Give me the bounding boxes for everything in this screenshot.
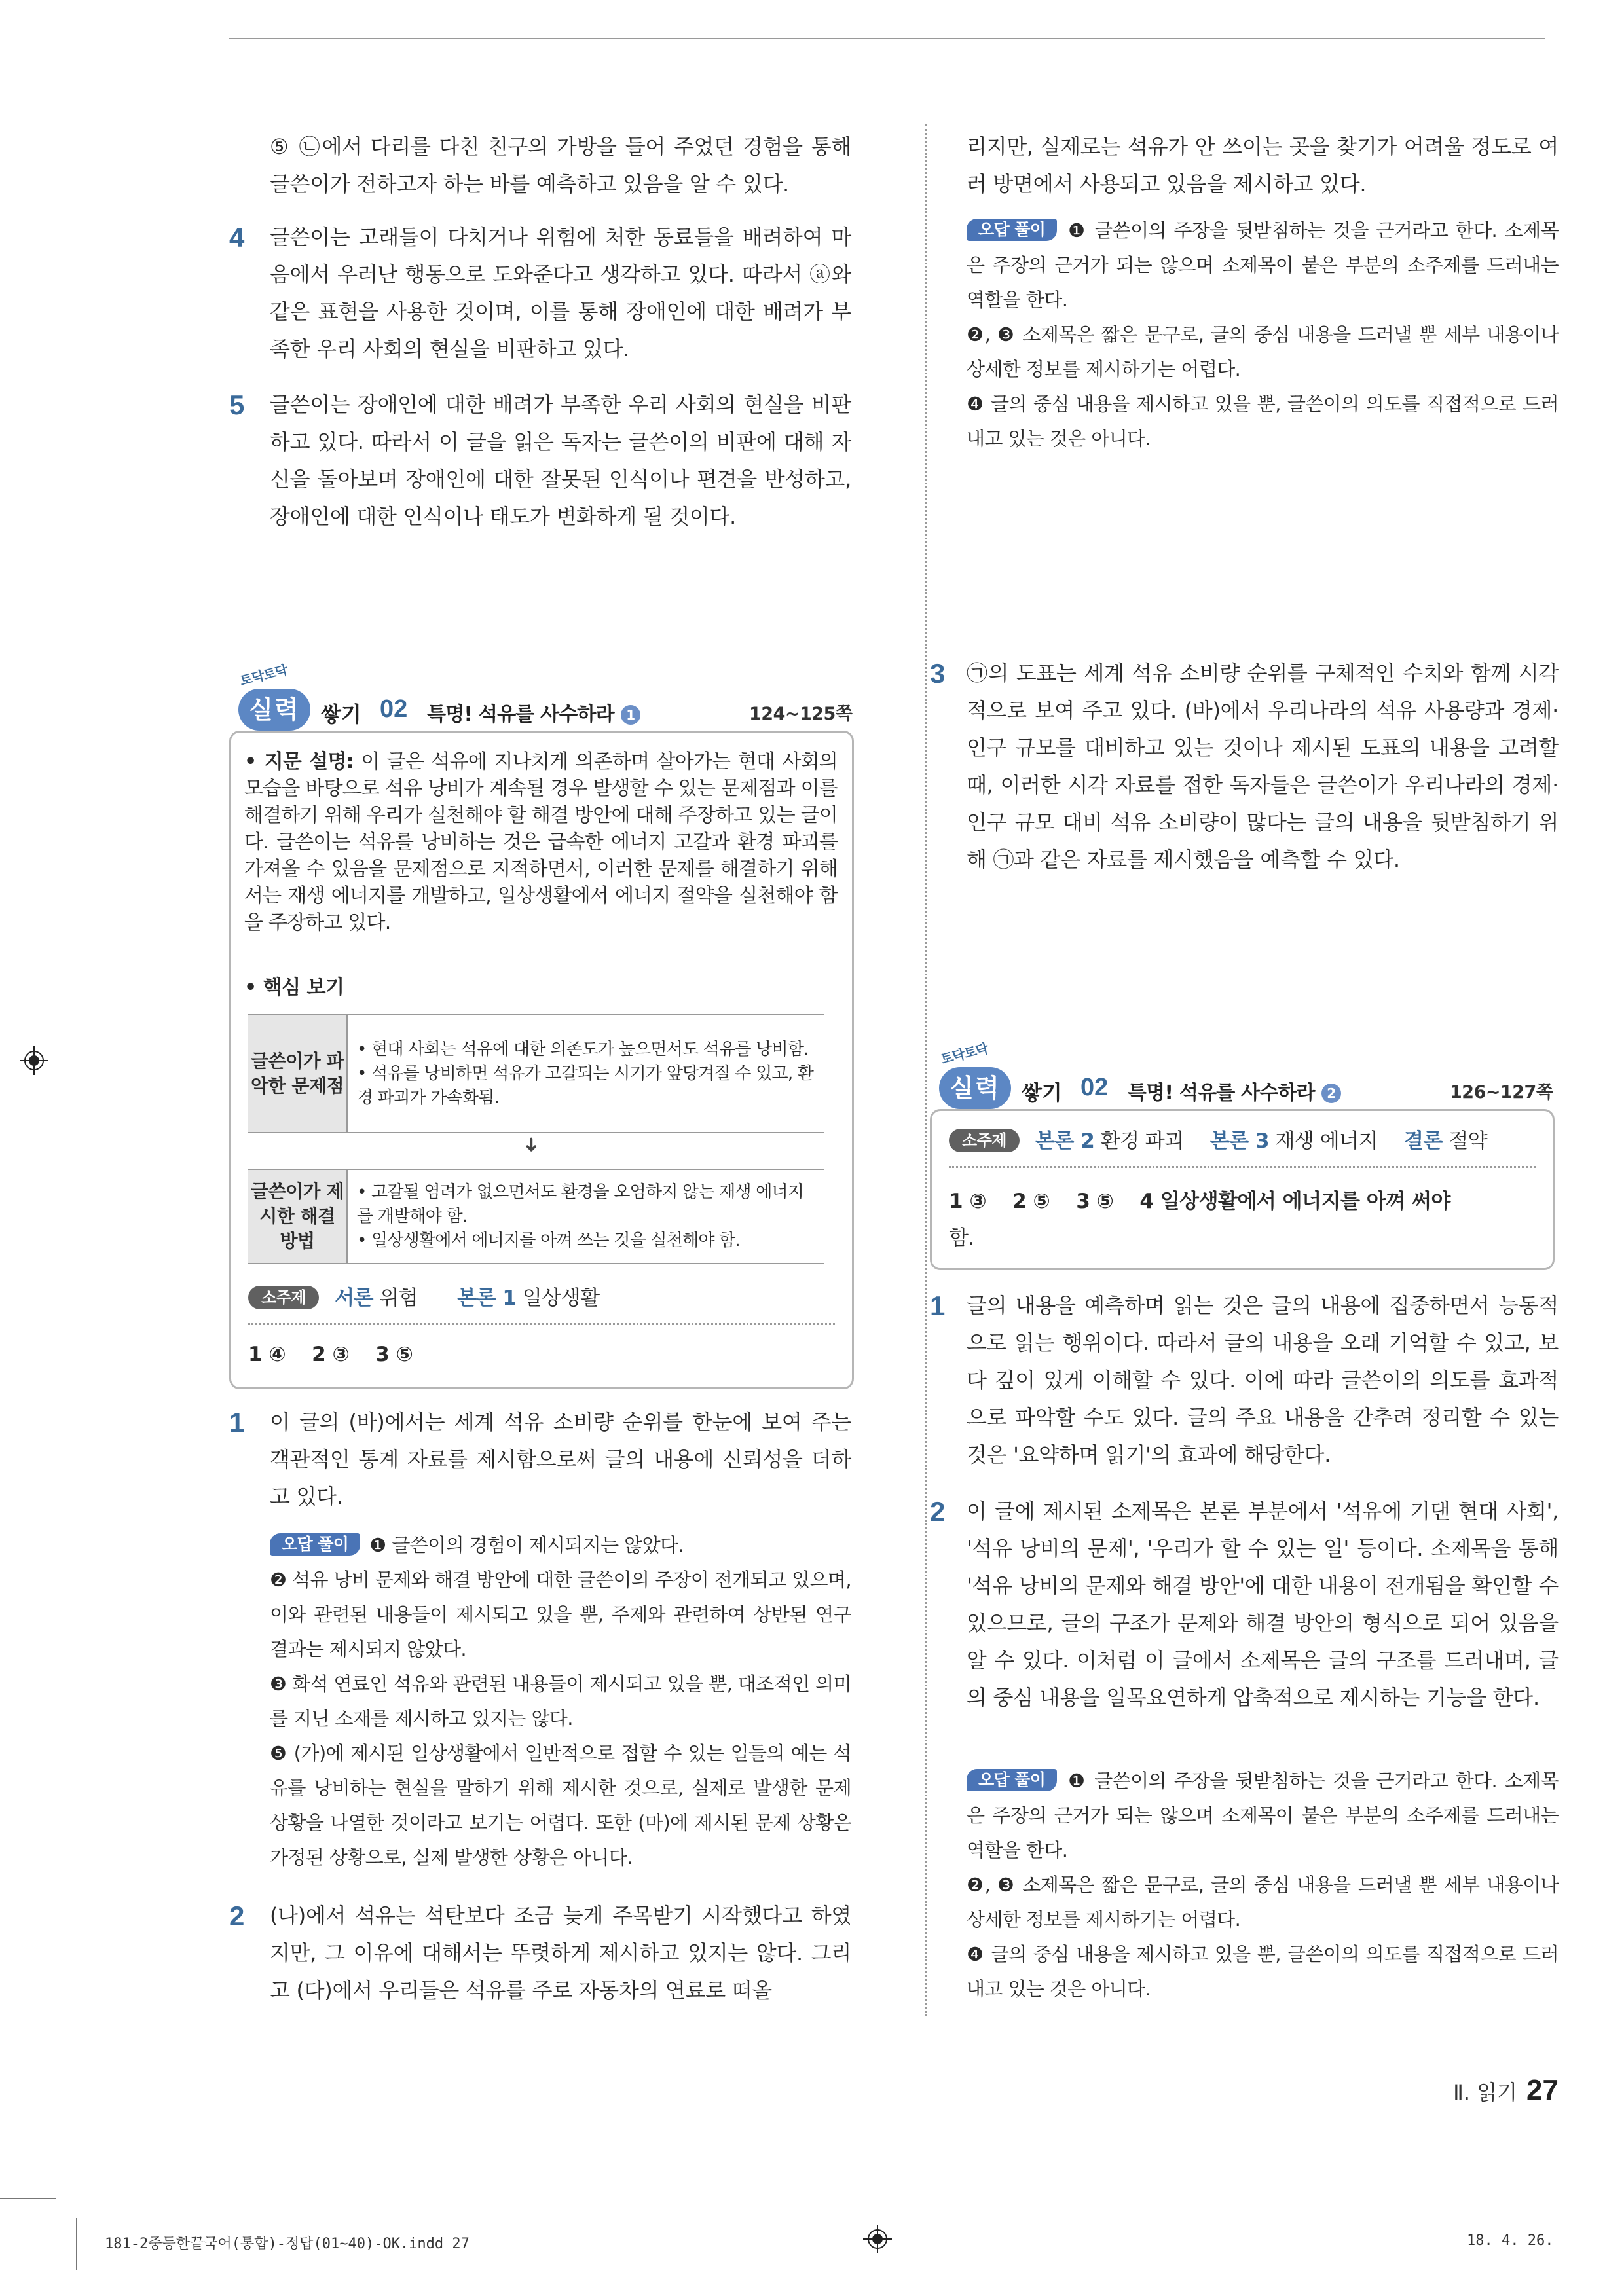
solution-items: • 고갈될 염려가 없으면서도 환경을 오염하지 않는 재생 에너지를 개발해야 함. • 일상생활에서 에너지를 아껴 쓰는 것을 실천해야 함. [347,1169,824,1264]
core-label: • 핵심 보기 [244,976,344,999]
skill-box-2: 소주제 본론 2 환경 파괴 본론 3 재생 에너지 결론 절약 1 ③ 2 ⑤ 3 ⑤ 4 일상생활에서 에너지를 아껴 써야 함. [930,1109,1555,1270]
core-table-1 [248,1014,824,1133]
crop-mark-vertical [76,2218,77,2270]
box-title: 특명! 석유를 사수하라 2 [1128,1076,1341,1105]
column-divider [925,124,927,2016]
wrong-answer-label: 오답 풀이 [967,219,1057,241]
subtopic-badge: 소주제 [949,1129,1020,1152]
registration-mark-icon [20,1046,48,1075]
core-table-2 [248,1169,824,1264]
box-title: 특명! 석유를 사수하라 1 [427,698,640,727]
dotted-separator [949,1166,1536,1168]
answers-row: 1 ④ 2 ③ 3 ⑤ [248,1343,413,1366]
skill-badge-2: 토닥토닥 실력 쌓기 02 특명! 석유를 사수하라 2 126~127쪽 [939,1057,1548,1109]
subtopic-line: 소주제 본론 2 환경 파괴 본론 3 재생 에너지 결론 절약 [949,1124,1487,1154]
answer-2-right-explanation: 오답 풀이 ❶ 글쓴이의 주장을 뒷받침하는 것을 근거라고 한다. 소제목은 주장의 근거가 되는 않으며 소제목이 붙은 부분의 소주제를 드러내는 역할을 한다. ❷, ❸ 소제목은 짧은 문구로, 글의 중심 내용을 드러낼 뿐 세부 내용이나 상세한 정보를 제시하기는 어렵다. ❹ 글의 중심 내용을 제시하고 있을 뿐, 글쓴이의 의도를 직접적으로 드러내고 있는 것은 아니다. [967,1770,1559,2000]
wrong-answer-label: 오답 풀이 [270,1533,360,1556]
registration-mark-icon [863,2225,892,2253]
arrow-down-icon: ➜ [520,1136,544,1154]
answers-row: 1 ③ 2 ⑤ 3 ⑤ 4 일상생활에서 에너지를 아껴 써야 [949,1190,1450,1213]
skill-badge-1: 토닥토닥 실력 쌓기 02 특명! 석유를 사수하라 1 124~125쪽 [238,678,847,731]
answer-2-explanation: 오답 풀이 ❶ 글쓴이의 주장을 뒷받침하는 것을 근거라고 한다. 소제목은 주장의 근거가 되는 않으며 소제목이 붙은 부분의 소주제를 드러내는 역할을 한다. ❷, ❸ 소제목은 짧은 문구로, 글의 중심 내용을 드러낼 뿐 세부 내용이나 상세한 정보를 제시하기는 어렵다. ❹ 글의 중심 내용을 제시하고 있을 뿐, 글쓴이의 의도를 직접적으로 드러내고 있는 것은 아니다. [967,219,1559,450]
footer-filename: 181-2중등한끝국어(통합)-정답(01~40)-OK.indd 27 [105,2236,470,2252]
subtopic-line: 소주제 서론 위험 본론 1 일상생활 [248,1281,600,1311]
solution-header: 글쓴이가 제시한 해결 방법 [248,1169,347,1264]
passage-description: • 지문 설명: 이 글은 석유에 지나치게 의존하며 살아가는 현대 사회의 모습을 바탕으로 석유 낭비가 계속될 경우 발생할 수 있는 문제점과 이를 해결하기 위해 우리가 실천해야 할 해결 방안에 대해 주장하고 있는 글이다. 글쓴이는 석유를 낭비하는 것은 급속한 에너지 고갈과 환경 파괴를 가져올 수 있음을 문제점으로 지적하면서, 이러한 문제를 해결하기 위해서는 재생 에너지를 개발하고, 일상생활에서 에너지 절약을 실천해야 함을 주장하고 있다. [244,750,838,934]
problem-header: 글쓴이가 파악한 문제점 [248,1015,347,1133]
dotted-separator [248,1323,835,1325]
problem-items: • 현대 사회는 석유에 대한 의존도가 높으면서도 석유를 낭비함. • 석유를 낭비하면 석유가 고갈되는 시기가 앞당겨질 수 있고, 환경 파괴가 가속화됨. [347,1015,824,1133]
crop-mark [0,2198,56,2199]
page-number: Ⅱ. 읽기 27 [1453,2074,1559,2106]
answer-1-explanation: 오답 풀이 ❶ 글쓴이의 경험이 제시되지는 않았다. ❷ 석유 낭비 문제와 해결 방안에 대한 글쓴이의 주장이 전개되고 있으며, 이와 관련된 내용들이 제시되고 있을 뿐, 주제와 관련하여 상반된 연구 결과는 제시되지 않았다. ❸ 화석 연료인 석유와 관련된 내용들이 제시되고 있을 뿐, 대조적인 의미를 지닌 소재를 제시하고 있지는 않다. ❺ (가)에 제시된 일상생활에서 일반적으로 접할 수 있는 일들의 예는 석유를 낭비하는 현실을 말하기 위해 제시한 것으로, 실제로 발생한 문제 상황을 나열한 것이라고 보기는 어렵다. 또한 (마)에 제시된 문제 상황은 가정된 상황으로, 실제 발생한 상황은 아니다. [270,1534,851,1868]
top-rule [229,38,1545,39]
skill-box-1 [229,731,854,1389]
footer-date: 18. 4. 26. [1467,2232,1554,2249]
subtopic-badge: 소주제 [248,1286,319,1309]
wrong-answer-label: 오답 풀이 [967,1769,1057,1791]
